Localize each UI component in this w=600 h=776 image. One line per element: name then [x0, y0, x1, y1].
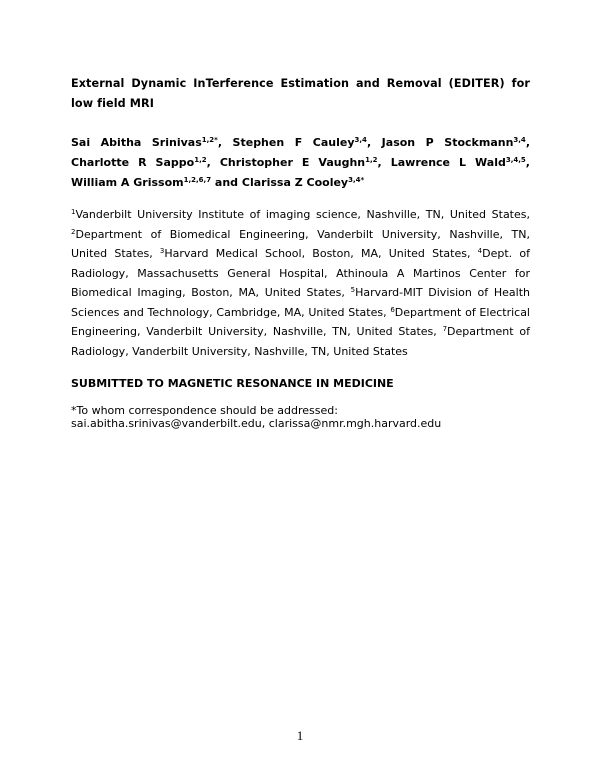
affiliation-marker: 7 — [442, 325, 448, 333]
author-separator: , — [217, 136, 233, 149]
author-affiliation-marker: 3,4 — [513, 136, 526, 144]
affiliation-text: Dept. of Radiology, Massachusetts General Hospital, Athinoula A Martinos Center for Biomedical Imaging, Boston, MA, United States, — [71, 247, 530, 299]
author-name: Jason P Stockmann — [381, 136, 514, 149]
author-name: Christopher E Vaughn — [219, 156, 366, 169]
submission-note: SUBMITTED TO MAGNETIC RESONANCE IN MEDICINE — [71, 377, 394, 390]
author-name: Lawrence L Wald — [390, 156, 506, 169]
affiliation-list — [71, 205, 530, 361]
author-list — [71, 133, 530, 193]
affiliation-marker: 3 — [159, 247, 165, 255]
affiliation-text: Harvard Medical School, Boston, MA, United States, — [164, 247, 478, 260]
author-affiliation-marker: 1,2 — [365, 156, 378, 164]
author-separator: , — [525, 156, 530, 169]
author-separator: , — [377, 156, 391, 169]
author-name: Sai Abitha Srinivas — [71, 136, 202, 149]
affiliation-marker: 2 — [71, 227, 76, 236]
affiliation-text: Department of Radiology, Vanderbilt University, Nashville, TN, United States — [71, 325, 530, 358]
affiliation-marker: 5 — [350, 286, 356, 294]
author-name: William A Grissom — [71, 176, 184, 189]
author-separator: , — [366, 136, 382, 149]
author-affiliation-marker: 1,2,6,7 — [183, 176, 212, 184]
author-affiliation-marker: 1,2 — [194, 156, 207, 164]
affiliation-text: Department of Electrical Engineering, Vanderbilt University, Nashville, TN, United States, — [71, 305, 530, 338]
affiliation-marker: 4 — [477, 247, 483, 255]
author-affiliation-marker: 3,4* — [348, 176, 365, 184]
author-separator: , — [525, 136, 530, 149]
page-number: 1 — [296, 728, 304, 743]
affiliation-marker: 1 — [71, 208, 76, 216]
author-separator: , — [206, 156, 220, 169]
author-name: Stephen F Cauley — [232, 136, 355, 149]
paper-title: External Dynamic InTerference Estimation and Removal (EDITER) for low field MRI — [71, 77, 530, 110]
author-affiliation-marker: 1,2* — [201, 136, 218, 144]
correspondence-emails[interactable]: sai.abitha.srinivas@vanderbilt.edu, clarissa@nmr.mgh.harvard.edu — [71, 417, 442, 430]
affiliation-marker: 6 — [390, 305, 395, 314]
author-affiliation-marker: 3,4,5 — [505, 156, 526, 164]
correspondence-note — [71, 404, 541, 430]
author-name: Charlotte R Sappo — [71, 156, 195, 169]
author-affiliation-marker: 3,4 — [354, 136, 367, 144]
author-separator: and — [211, 176, 242, 189]
affiliation-text: Harvard-MIT Division of Health Sciences and Technology, Cambridge, MA, United States, — [71, 286, 530, 319]
correspondence-label: *To whom correspondence should be addressed: — [71, 404, 338, 417]
affiliation-text: Vanderbilt University Institute of imaging science, Nashville, TN, United States, — [75, 208, 530, 221]
author-name: Clarissa Z Cooley — [241, 176, 349, 189]
affiliation-text: Department of Biomedical Engineering, Vanderbilt University, Nashville, TN, United States, — [71, 227, 530, 260]
